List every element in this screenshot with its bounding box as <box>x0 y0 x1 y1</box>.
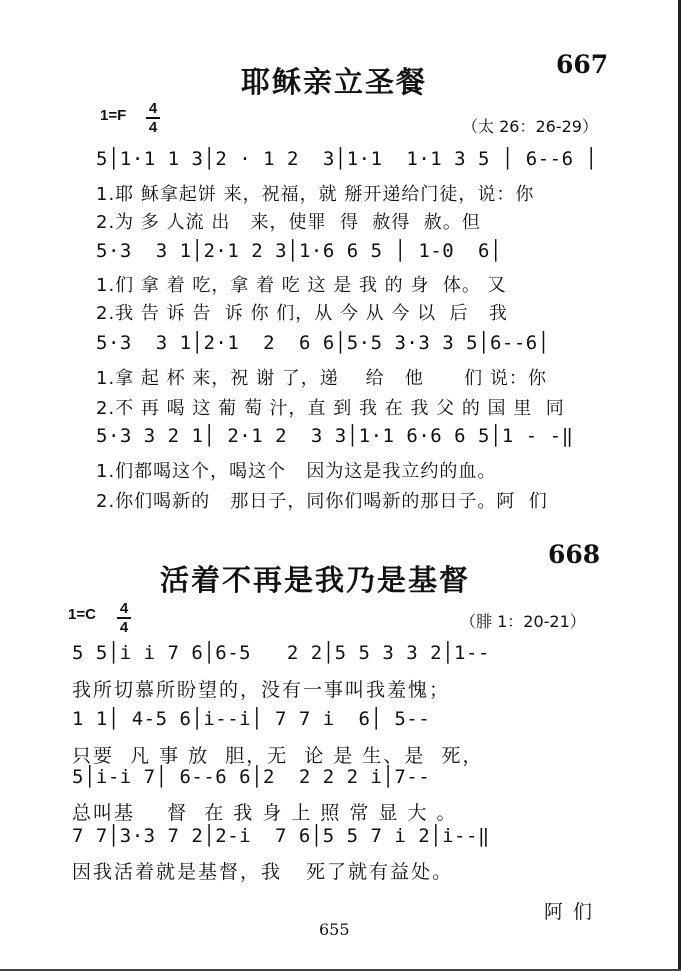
hymn-668-number: 668 <box>548 540 601 569</box>
hymn-668-music-line-1: 5 5│i i 7 6│6-5 2 2│5 5 3 3 2│1-- <box>72 642 490 664</box>
hymn-667-music-line-4: 5·3 3 2 1│ 2·1 2 3 3│1·1 6·6 6 5│1 - -‖ <box>96 425 574 447</box>
hymn-667-lyric-v2-line-4: 2.你们喝新的 那日子，同你们喝新的那日子。阿 们 <box>96 491 548 512</box>
time-signature-bottom: 4 <box>148 119 158 136</box>
hymn-667-reference: （太 26：26-29） <box>462 117 598 136</box>
hymn-668-title: 活着不再是我乃是基督 <box>160 563 471 597</box>
hymn-667-number: 667 <box>556 50 609 79</box>
hymn-668-reference: （腓 1：20-21） <box>460 612 586 631</box>
hymn-667-lyric-v2-line-2: 2.我 告 诉 告 诉 你 们，从 今 从 今 以 后 我 <box>96 303 508 324</box>
hymn-668-lyric-line-4: 因我活着就是基督，我 死了就有益处。 <box>72 861 454 883</box>
hymn-667-lyric-v1-line-1: 1.耶 稣拿起饼 来，祝福，就 掰开递给门徒，说：你 <box>96 184 535 205</box>
hymn-667-music-line-3: 5·3 3 1│2·1 2 6 6│5·5 3·3 3 5│6--6│ <box>96 332 550 354</box>
hymn-667-music-line-1: 5│1·1 1 3│2 · 1 2 3│1·1 1·1 3 5 │ 6--6 │ <box>96 148 598 170</box>
hymn-667-lyric-v1-line-2: 1.们 拿 着 吃，拿 着 吃 这 是 我 的 身 体。 又 <box>96 275 507 296</box>
time-signature-top: 4 <box>119 600 129 617</box>
hymn-668-music-line-4: 7 7│3·3 7 2│2-i 7 6│5 5 7 i 2│i--‖ <box>72 825 490 847</box>
hymn-667-lyric-v2-line-3: 2.不 再 喝 这 葡 萄 汁，直 到 我 在 我 父 的 国 里 同 <box>96 398 565 419</box>
hymn-667-music-line-2: 5·3 3 1│2·1 2 3│1·6 6 5 │ 1-0 6│ <box>96 240 502 262</box>
hymn-668-time-signature <box>117 601 131 635</box>
hymn-668-key: 1=C <box>68 606 96 623</box>
hymn-668-music-line-3: 5│i-i 7│ 6--6 6│2 2 2 2 i│7-- <box>72 766 431 788</box>
hymn-667-key: 1=F <box>100 107 127 124</box>
hymn-667-lyric-v2-line-1: 2.为 多 人流 出 来，使罪 得 赦得 赦。但 <box>96 212 481 233</box>
hymn-668-lyric-line-2: 只要 凡 事 放 胆，无 论 是 生、是 死， <box>72 745 484 767</box>
time-signature-top: 4 <box>148 100 158 117</box>
hymn-668-lyric-line-1: 我所切慕所盼望的，没有一事叫我羞愧； <box>72 679 451 701</box>
hymn-667-lyric-v1-line-4: 1.们都喝这个，喝这个 因为这是我立约的血。 <box>96 461 497 482</box>
hymn-667-lyric-v1-line-3: 1.拿 起 杯 来，祝 谢 了，递 给 他 们 说：你 <box>96 368 547 389</box>
hymn-667-title: 耶稣亲立圣餐 <box>241 65 428 99</box>
hymn-667-time-signature <box>146 101 160 135</box>
page-number: 655 <box>319 920 350 939</box>
hymn-668-amen: 阿 们 <box>544 901 595 923</box>
hymn-668-music-line-2: 1 1│ 4-5 6│i--i│ 7 7 i 6│ 5-- <box>72 708 431 730</box>
time-signature-bottom: 4 <box>119 619 129 636</box>
hymn-668-lyric-line-3: 总叫基 督 在 我 身 上 照 常 显 大 。 <box>72 802 458 824</box>
